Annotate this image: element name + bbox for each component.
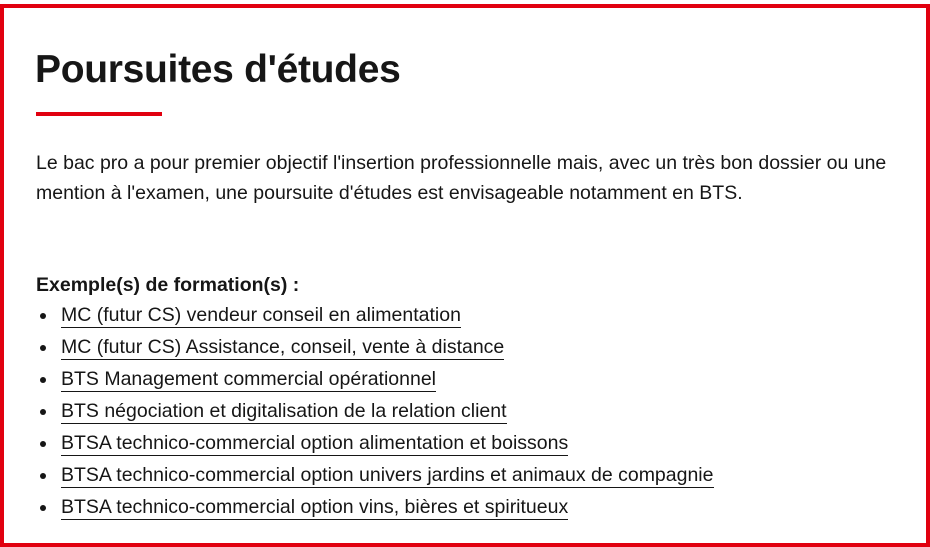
list-item [36,428,714,460]
list-item [36,492,714,524]
section-title: Poursuites d'études [35,48,401,91]
intro-paragraph: Le bac pro a pour premier objectif l'insertion professionnelle mais, avec un très bon dossier ou une mention à l'examen, une poursuite d'études est envisageable notamment en BTS. [36,152,887,204]
bullet-icon [40,313,46,319]
formation-link-bts-ndrc[interactable]: BTS négociation et digitalisation de la relation client [61,400,507,422]
list-item [36,332,714,364]
section-frame [0,4,930,547]
bullet-icon [40,441,46,447]
bullet-icon [40,473,46,479]
bullet-icon [40,505,46,511]
formation-link-bts-mco[interactable]: BTS Management commercial opérationnel [61,368,437,390]
examples-label: Exemple(s) de formation(s) : [36,274,300,296]
formation-link-mc-assistance-conseil[interactable]: MC (futur CS) Assistance, conseil, vente à distance [61,336,505,358]
formation-list [36,300,714,524]
bullet-icon [40,409,46,415]
formation-link-btsa-jardins-animaux[interactable]: BTSA technico-commercial option univers jardins et animaux de compagnie [61,464,714,486]
formation-link-btsa-alimentation[interactable]: BTSA technico-commercial option alimentation et boissons [61,432,569,454]
bullet-icon [40,345,46,351]
title-accent-bar [36,112,162,116]
bullet-icon [40,377,46,383]
formation-link-mc-vendeur-conseil[interactable]: MC (futur CS) vendeur conseil en alimentation [61,304,461,326]
list-item [36,300,714,332]
list-item [36,460,714,492]
list-item [36,364,714,396]
formation-link-btsa-vins-bieres[interactable]: BTSA technico-commercial option vins, bières et spiritueux [61,496,569,518]
list-item [36,396,714,428]
